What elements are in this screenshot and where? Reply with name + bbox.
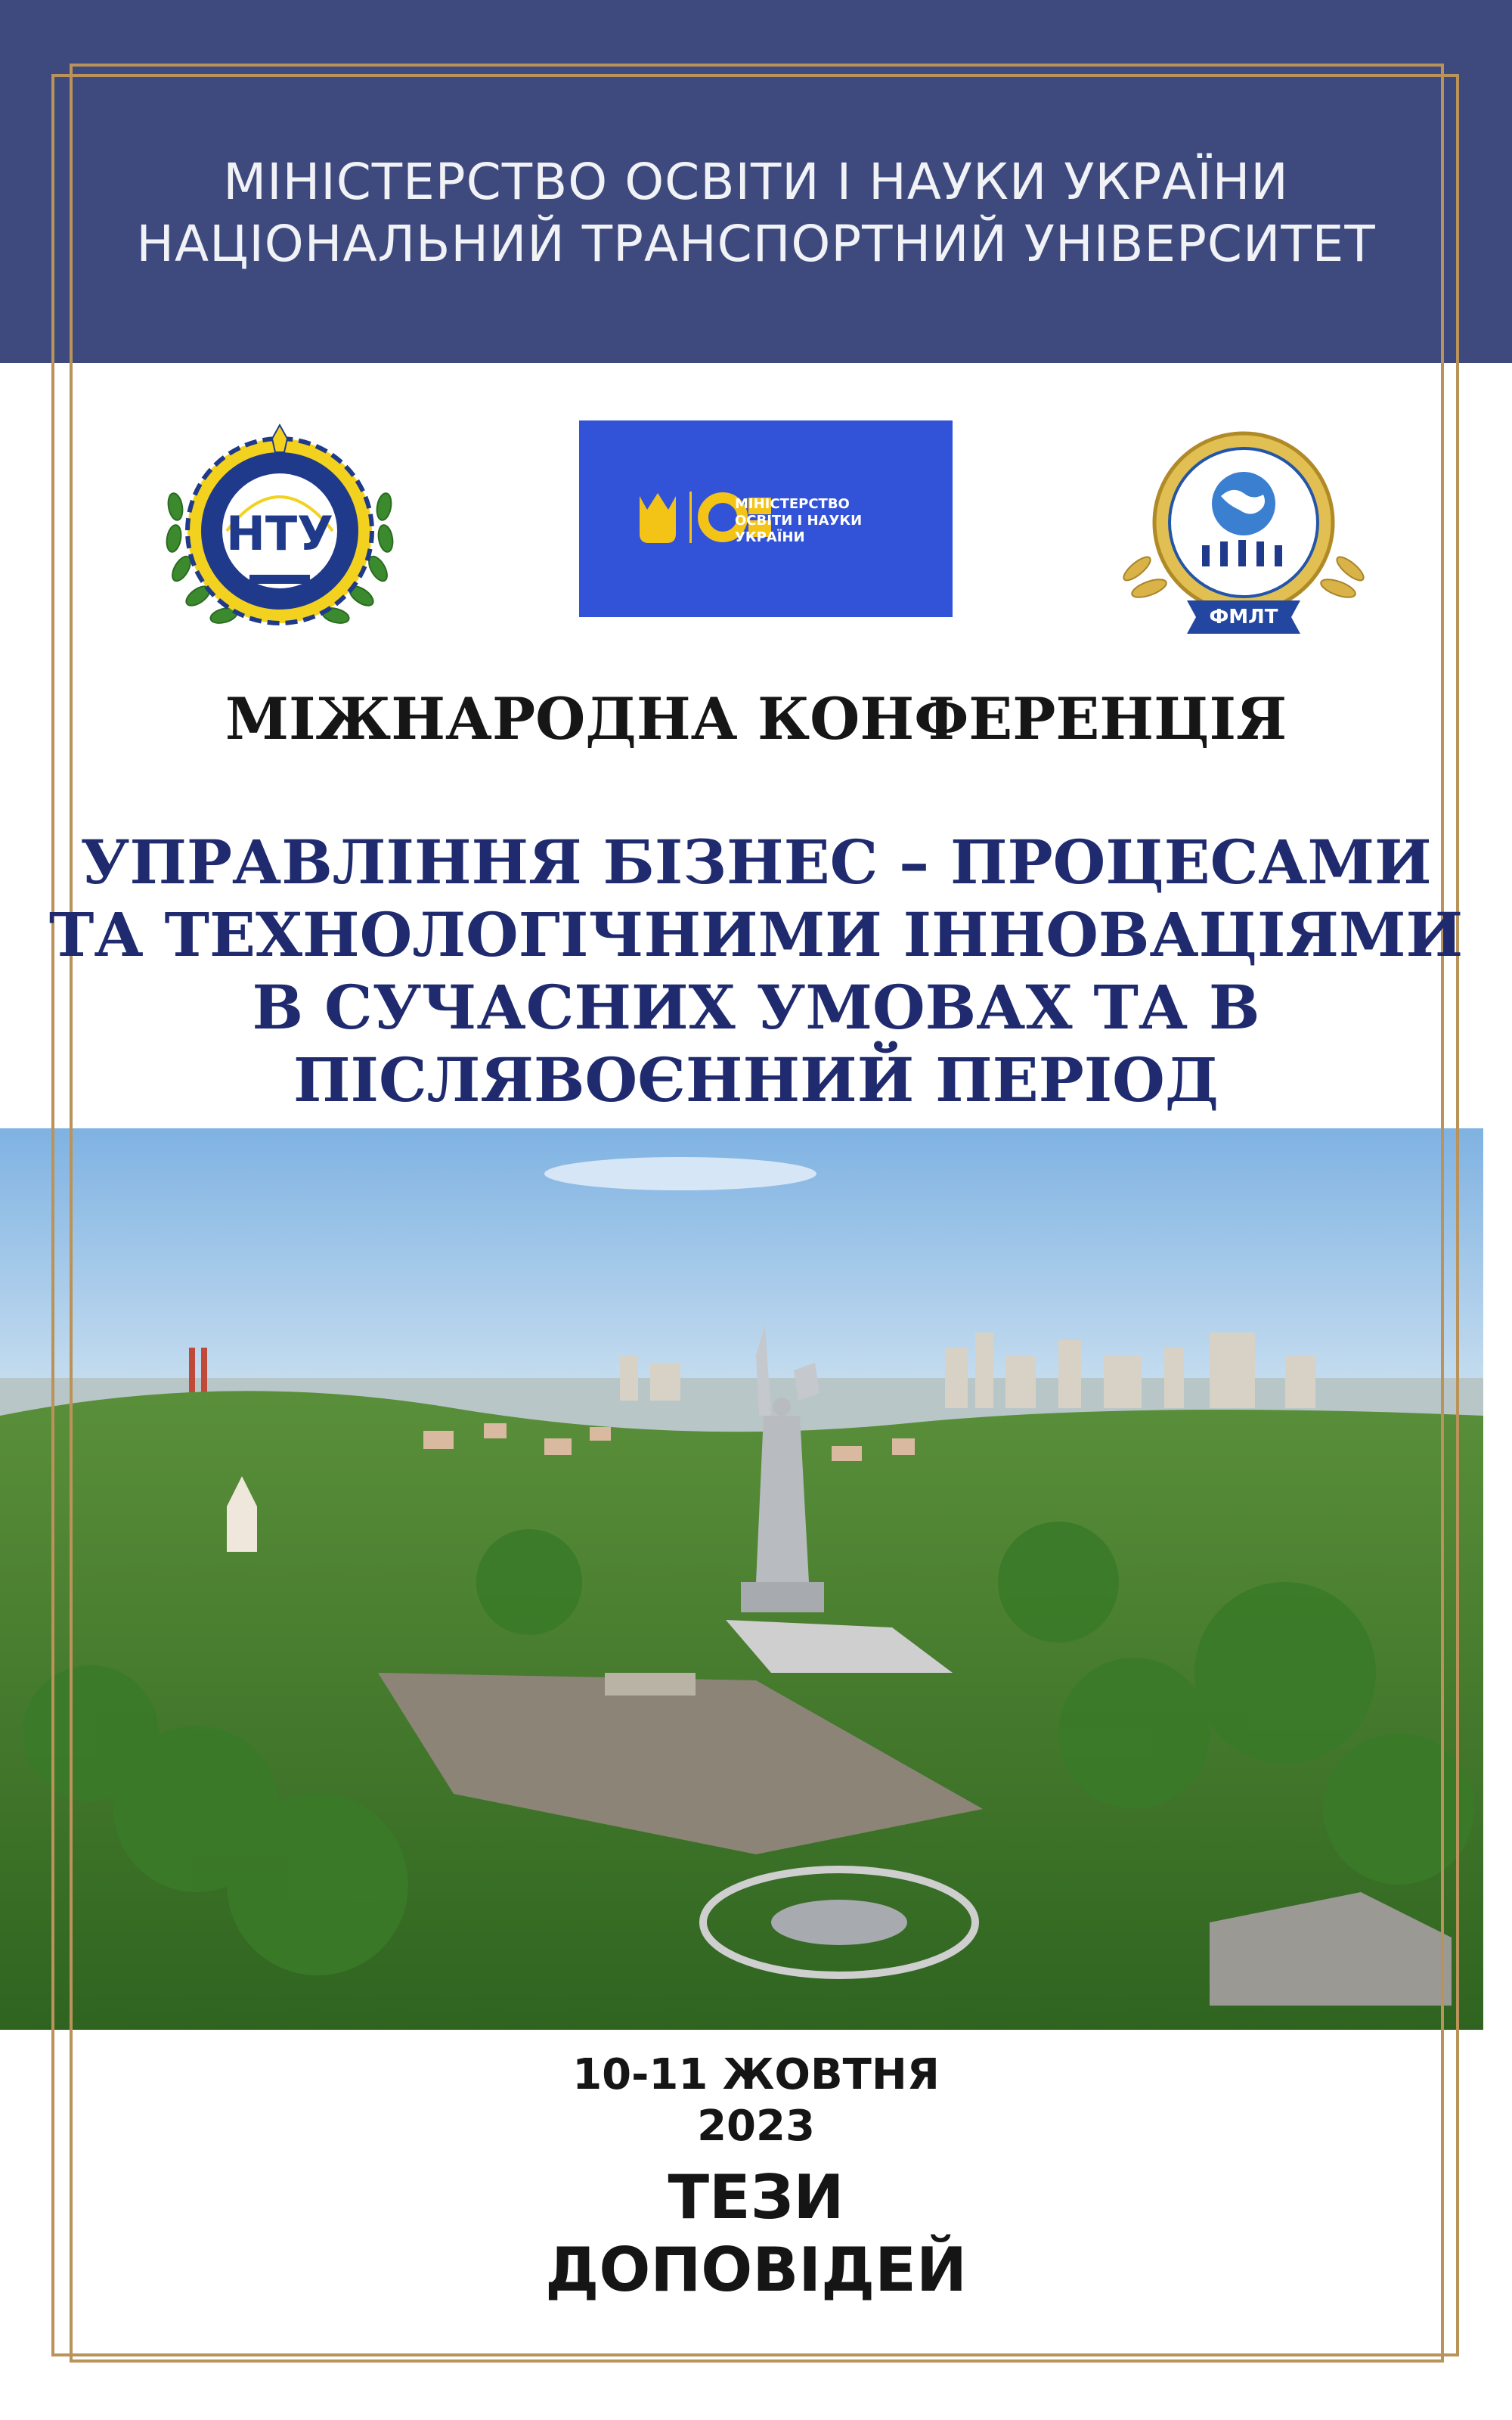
ntu-letters: НТУ [226, 506, 333, 561]
header-title [0, 151, 1512, 275]
conference-title-line: ТА ТЕХНОЛОГІЧНИМИ ІННОВАЦІЯМИ [48, 899, 1464, 970]
conference-year: 2023 [697, 2102, 815, 2151]
ntu-emblem-icon [151, 417, 408, 644]
document-type-line: ТЕЗИ [668, 2162, 844, 2232]
conference-title [0, 826, 1512, 1116]
conference-type: МІЖНАРОДНА КОНФЕРЕНЦІЯ [225, 685, 1287, 752]
kyiv-motherland-monument-photo [0, 1128, 1483, 2030]
fmlt-ribbon-text: ФМЛТ [1209, 606, 1278, 628]
conference-title-line: УПРАВЛІННЯ БІЗНЕС – ПРОЦЕСАМИ [80, 827, 1432, 898]
mon-wordmark-line: МІНІСТЕРСТВО [735, 496, 850, 512]
header-ministry-line: МІНІСТЕРСТВО ОСВІТИ І НАУКИ УКРАЇНИ [223, 153, 1289, 211]
document-type [0, 2161, 1512, 2307]
conference-title-line: ПІСЛЯВОЄННИЙ ПЕРІОД [293, 1044, 1219, 1115]
mon-wordmark [735, 496, 931, 546]
header-university-line: НАЦІОНАЛЬНИЙ ТРАНСПОРТНИЙ УНІВЕРСИТЕТ [136, 215, 1376, 273]
mon-logo [579, 420, 953, 617]
document-type-line: ДОПОВІДЕЙ [545, 2235, 967, 2305]
fmlt-emblem-icon [1096, 420, 1391, 647]
mon-wordmark-line: ОСВІТИ І НАУКИ [735, 513, 863, 529]
conference-title-line: В СУЧАСНИХ УМОВАХ ТА В [252, 972, 1260, 1043]
conference-dates-line: 10-11 ЖОВТНЯ [572, 2050, 940, 2099]
mon-wordmark-line: УКРАЇНИ [735, 529, 805, 545]
conference-dates [0, 2049, 1512, 2152]
